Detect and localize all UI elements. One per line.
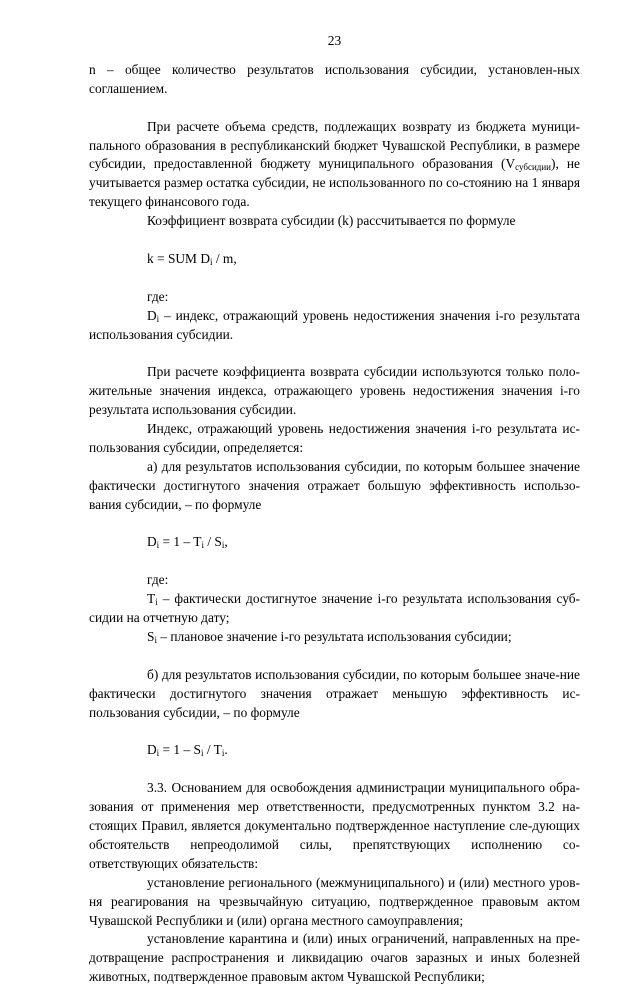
- paragraph: [89, 212, 580, 231]
- text-run: .: [224, 742, 228, 758]
- text-run: – индекс, отражающий уровень недостижения значения i-го результата использования субсидии.: [89, 307, 580, 342]
- text-run: = 1 – S: [159, 742, 201, 758]
- paragraph: [89, 666, 580, 723]
- paragraph: [89, 458, 580, 515]
- page-number: 23: [327, 33, 342, 48]
- formula: [89, 533, 580, 552]
- paragraph-spacer: [89, 760, 580, 779]
- paragraph-spacer: [89, 552, 580, 571]
- paragraph: [89, 61, 580, 99]
- text-run: D: [147, 534, 157, 550]
- paragraph: [89, 307, 580, 345]
- text-run: ), не учитывается размер остатка субсидии, не использованного по со-стоянию на 1 января текущего финансового года.: [89, 156, 581, 210]
- text-run: ,: [224, 534, 228, 550]
- text-run: установление карантина и (или) иных ограничений, направленных на пре-дотвращение распространения и ликвидацию очагов заразных и иных болезней животных, подтвержденное правовым актом Чувашской Республики;: [89, 931, 580, 985]
- subscript-text: i: [155, 597, 158, 608]
- subscript-text: i: [156, 540, 160, 551]
- paragraph-spacer: [89, 99, 580, 118]
- text-run: D: [147, 742, 157, 758]
- paragraph-spacer: [89, 231, 580, 250]
- subscript-text: i: [154, 635, 157, 645]
- paragraph: [89, 363, 580, 420]
- text-run: При расчете объема средств, подлежащих возврату из бюджета муници-пального образования в республиканский бюджет Чувашской Республики, в размере субсидии, предоставленной бюджету муниципального образования (V: [89, 118, 580, 172]
- formula: [89, 250, 580, 269]
- document-body: [89, 61, 580, 987]
- text-run: / T: [203, 742, 222, 758]
- text-run: – плановое значение i-го результата использования субсидии;: [156, 629, 512, 644]
- text-run: При расчете коэффициента возврата субсидии используются только поло-жительные значения индекса, отражающего уровень недостижения значения i-го результата использования субсидии.: [89, 364, 580, 418]
- subscript-text: i: [221, 540, 225, 551]
- paragraph: [89, 628, 580, 647]
- text-run: D: [147, 307, 157, 323]
- paragraph-spacer: [89, 269, 580, 288]
- text-run: 3.3. Основанием для освобождения администрации муниципального обра-зования от применения мер ответственности, предусмотренных пунктом 3.2 на-стоящих Правил, является документально подтвержденное наступление сле-дующих обстоятельств непреодолимой силы, препятствующих исполнению со-ответствующих обязательств:: [89, 780, 580, 871]
- text-run: Индекс, отражающий уровень недостижения значения i-го результата ис-пользования субсидии, определяется:: [89, 421, 580, 455]
- text-run: – фактически достигнутое значение i-го результата использования суб-сидии на отчетную дату;: [89, 591, 580, 626]
- subscript-text: i: [221, 748, 225, 759]
- paragraph-spacer: [89, 344, 580, 363]
- subscript-text: i: [201, 540, 204, 551]
- paragraph: [89, 779, 580, 874]
- text-run: n – общее количество результатов использования субсидии, установлен-ных соглашением.: [89, 61, 580, 96]
- text-run: T: [147, 591, 156, 607]
- subscript-text: i: [209, 256, 213, 267]
- text-run: S: [147, 629, 155, 644]
- paragraph: [89, 571, 580, 590]
- text-run: б) для результатов использования субсидии, по которым большее значе-ние фактически достигнутого значения отражает меньшую эффективность ис-пользования субсидии, – по формуле: [89, 666, 580, 720]
- paragraph: [89, 118, 580, 213]
- paragraph-spacer: [89, 723, 580, 742]
- paragraph: [89, 420, 580, 458]
- paragraph: [89, 874, 580, 931]
- text-run: / m,: [212, 250, 237, 266]
- text-run: = 1 – T: [159, 534, 202, 550]
- subscript-text: субсидии: [515, 162, 551, 173]
- text-run: установление регионального (межмуниципального) и (или) местного уров-ня реагирования на чрезвычайную ситуацию, подтвержденное правовым актом Чувашской Республики и (или) органа местного самоуправления;: [89, 874, 580, 928]
- text-run: k = SUM D: [147, 250, 210, 266]
- subscript-text: i: [156, 313, 160, 324]
- paragraph-spacer: [89, 515, 580, 534]
- paragraph: [89, 930, 580, 987]
- text-run: а) для результатов использования субсидии, по которым большее значение фактически достигнутого значения отражает большую эффективность использо-вания субсидии, – по формуле: [89, 458, 580, 512]
- paragraph: [89, 590, 580, 628]
- paragraph: [89, 288, 580, 307]
- text-run: где:: [147, 572, 169, 588]
- subscript-text: i: [156, 748, 160, 759]
- text-run: где:: [147, 288, 169, 304]
- formula: [89, 741, 580, 760]
- subscript-text: i: [200, 748, 204, 759]
- paragraph-spacer: [89, 647, 580, 666]
- text-run: / S: [203, 534, 222, 550]
- text-run: Коэффициент возврата субсидии (k) рассчитывается по формуле: [147, 213, 516, 229]
